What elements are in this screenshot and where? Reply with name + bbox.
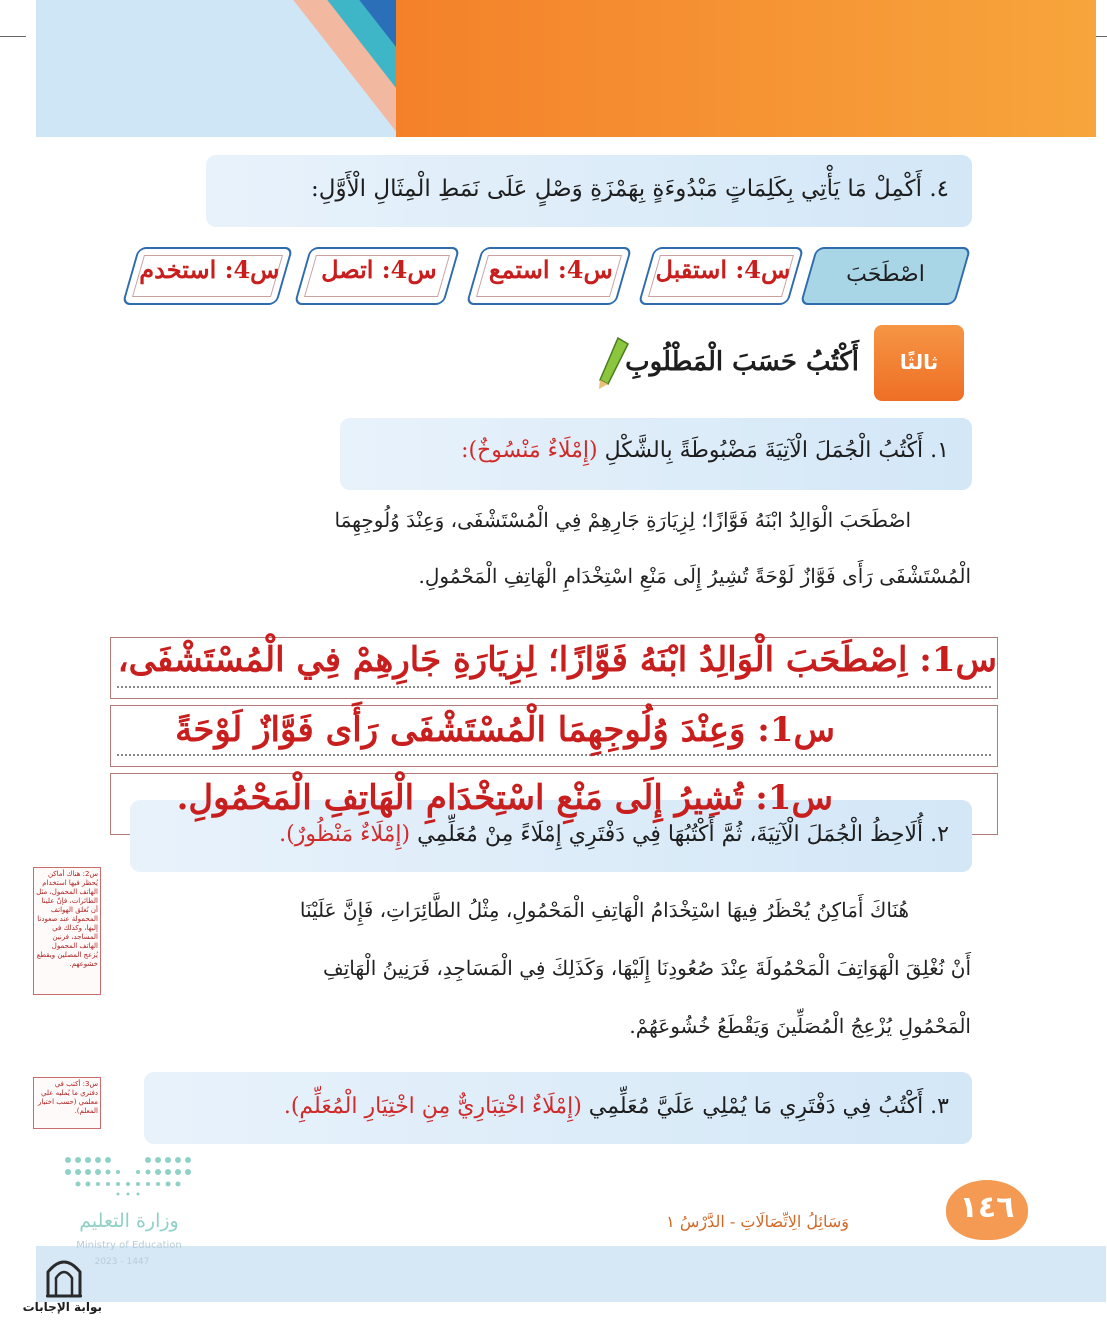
mosque-logo-icon	[44, 1256, 84, 1298]
question-4-text: ٤. أَكْمِلْ مَا يَأْتِي بِكَلِمَاتٍ مَبْدُوءَةٍ بِهَمْزَةِ وَصْلٍ عَلَى نَمَطِ الْمِثَالِ الْأَوَّلِ:	[311, 176, 949, 202]
watermark-site-name: بوابة الإجابات	[22, 1300, 102, 1314]
ministry-name-ar: وزارة التعليم	[79, 1210, 179, 1232]
q2-paragraph-line-1: هُنَاكَ أَمَاكِنُ يُحْظَرُ فِيهَا اسْتِخْدَامُ الْهَاتِفِ الْمَحْمُولِ، مِثْلُ الطَّائِرَاتِ، فَإِنَّ عَلَيْنَا	[299, 898, 909, 922]
example-word: اصْطَحَبَ	[846, 262, 925, 287]
ministry-year: 2023 - 1447	[94, 1257, 150, 1267]
question-2-highlight: (إِمْلَاءٌ مَنْظُورٌ).	[279, 822, 411, 847]
q2-paragraph-line-2: أَنْ نُغْلِقَ الْهَوَاتِفَ الْمَحْمُولَةَ عِنْدَ صُعُودِنَا إِلَيْهَا، وَكَذَلِكَ فِي الْمَسَاجِدِ، فَرَنِينُ الْهَاتِفِ	[323, 956, 971, 980]
footer-band	[36, 1246, 1106, 1302]
question-3-prefix: ٣. أَكْتُبُ فِي دَفْتَرِي مَا يُمْلِي عَلَيَّ مُعَلِّمِي	[588, 1094, 949, 1119]
lesson-title: وَسَائِلُ الِاتِّصَالَاتِ - الدَّرْسُ ١	[666, 1212, 849, 1231]
answer-card-3	[294, 247, 461, 305]
q1-paragraph-line-2: الْمُسْتَشْفَى رَأَى فَوَّازٌ لَوْحَةً تُشِيرُ إِلَى مَنْعِ اسْتِخْدَامِ الْهَاتِفِ الْمَحْمُولِ.	[418, 564, 971, 588]
ministry-logo-dots	[62, 1152, 198, 1200]
answer-text: س4: استخدم	[139, 255, 280, 284]
page-number: ١٤٦	[959, 1190, 1015, 1225]
q1-paragraph-line-1: اصْطَحَبَ الْوَالِدُ ابْنَهُ فَوَّازًا؛ لِزِيَارَةِ جَارِهِمْ فِي الْمُسْتَشْفَى، وَعِنْدَ وُلُوجِهِمَا	[334, 508, 911, 532]
q2-paragraph-line-3: الْمَحْمُولِ يُزْعِجُ الْمُصَلِّينَ وَيَقْطَعُ خُشُوعَهُمْ.	[629, 1014, 971, 1038]
question-3-text	[284, 1094, 949, 1119]
section-title: أَكْتُبُ حَسَبَ الْمَطْلُوبِ	[625, 347, 859, 377]
section-badge-label: ثالثًا	[899, 350, 939, 374]
header-orange-block	[396, 0, 1096, 137]
q2-answer-note: س2: هناك أماكن يُحظر فيها استخدام الهاتف المحمول، مثل الطائرات، فإنّ علينا أن نُغلق الهواتف المحمولة عند صعودنا إليها، وكذلك في المساجد، فرنين الهاتف المحمول يُزعج المصلين ويقطع خشوعهم.	[33, 867, 101, 995]
question-2-prefix: ٢. أُلَاحِظُ الْجُمَلَ الْآتِيَةَ، ثُمَّ أَكْتُبُهَا فِي دَفْتَرِي إِمْلَاءً مِنْ مُعَلِّمِي	[417, 822, 949, 847]
answer-card-1	[638, 247, 805, 305]
question-1-highlight: (إِمْلَاءٌ مَنْسُوخٌ):	[461, 438, 598, 463]
q1-answer-3: س1: تُشِيرُ إِلَى مَنْعِ اسْتِخْدَامِ الْهَاتِفِ الْمَحْمُولِ.	[176, 778, 833, 818]
q1-answer-2: س1: وَعِنْدَ وُلُوجِهِمَا الْمُسْتَشْفَى رَأَى فَوَّازٌ لَوْحَةً	[175, 710, 835, 750]
pencil-icon	[596, 336, 630, 390]
answer-text: س4: اتصل	[321, 255, 437, 284]
question-1-text	[461, 438, 949, 463]
answer-card-2	[466, 247, 633, 305]
question-2-text	[279, 822, 949, 847]
crop-mark	[0, 36, 26, 37]
q1-answer-1: س1: اِصْطَحَبَ الْوَالِدُ ابْنَهُ فَوَّازًا؛ لِزِيَارَةِ جَارِهِمْ فِي الْمُسْتَشْفَى،	[117, 640, 997, 680]
question-3-highlight: (إِمْلَاءٌ اخْتِبَارِيٌّ مِنِ اخْتِيَارِ الْمُعَلِّمِ).	[283, 1094, 582, 1119]
page-header-band	[36, 0, 1096, 137]
answer-text: س4: استقبل	[655, 255, 791, 284]
ministry-name-en: Ministry of Education	[76, 1240, 182, 1251]
q3-answer-note: س3: أكتب في دفتري ما يُمليه علي معلمي (حسب اختيار المعلم).	[33, 1077, 101, 1129]
answer-card-4	[122, 247, 294, 305]
answer-text: س4: استمع	[488, 255, 613, 284]
question-1-prefix: ١. أَكْتُبُ الْجُمَلَ الْآتِيَةَ مَضْبُوطَةً بِالشَّكْلِ	[604, 438, 949, 463]
